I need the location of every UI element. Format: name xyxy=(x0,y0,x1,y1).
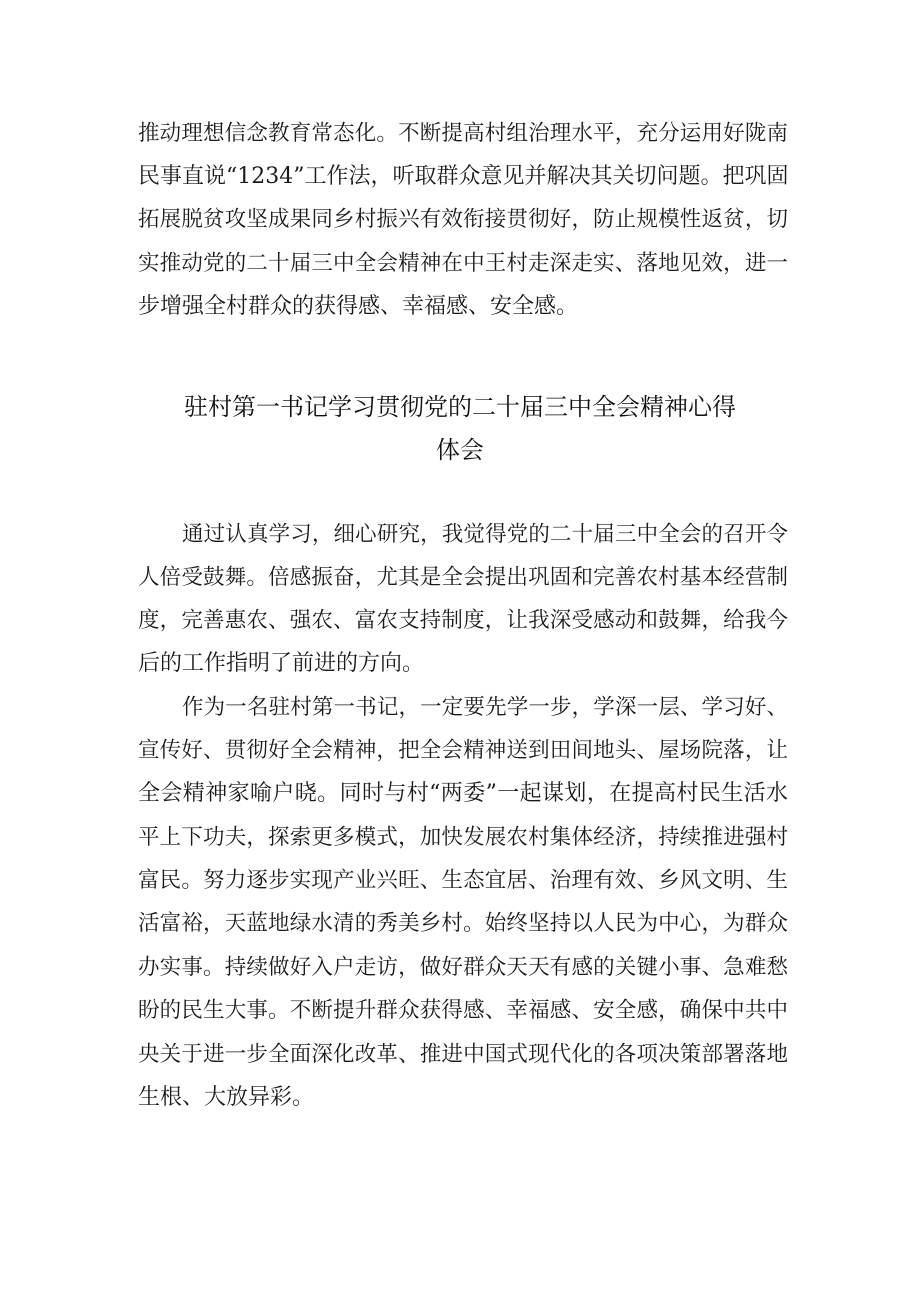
paragraph-line: 度，完善惠农、强农、富农支持制度，让我深受感动和鼓舞，给我今 xyxy=(138,608,788,633)
paragraph-line: 富民。努力逐步实现产业兴旺、生态宜居、治理有效、乡风文明、生 xyxy=(138,868,788,893)
paragraph-line: 盼的民生大事。不断提升群众获得感、幸福感、安全感，确保中共中 xyxy=(138,998,788,1023)
paragraph-line: 步增强全村群众的获得感、幸福感、安全感。 xyxy=(138,294,579,319)
paragraph-line: 拓展脱贫攻坚成果同乡村振兴有效衔接贯彻好，防止规模性返贫，切 xyxy=(138,207,788,232)
section-title-line-1: 驻村第一书记学习贯彻党的二十届三中全会精神心得 xyxy=(184,393,736,421)
paragraph-line: 生根、大放异彩。 xyxy=(138,1085,315,1110)
paragraph-line: 通过认真学习，细心研究，我觉得党的二十届三中全会的召开令 xyxy=(182,522,788,547)
paragraph-line: 全会精神家喻户晓。同时与村“两委”一起谋划，在提高村民生活水 xyxy=(138,781,788,806)
paragraph-line: 推动理想信念教育常态化。不断提高村组治理水平，充分运用好陇南 xyxy=(138,121,788,146)
paragraph-line: 民事直说“1234”工作法，听取群众意见并解决其关切问题。把巩固 xyxy=(138,164,788,189)
paragraph-line: 平上下功夫，探索更多模式，加快发展农村集体经济，持续推进强村 xyxy=(138,825,788,850)
paragraph-line: 人倍受鼓舞。倍感振奋，尤其是全会提出巩固和完善农村基本经营制 xyxy=(138,565,788,590)
paragraph-line: 央关于进一步全面深化改革、推进中国式现代化的各项决策部署落地 xyxy=(138,1042,788,1067)
paragraph-line: 办实事。持续做好入户走访，做好群众天天有感的关键小事、急难愁 xyxy=(138,955,788,980)
paragraph-line: 后的工作指明了前进的方向。 xyxy=(138,651,425,676)
paragraph-line: 活富裕，天蓝地绿水清的秀美乡村。始终坚持以人民为中心，为群众 xyxy=(138,911,788,936)
paragraph-line: 宣传好、贯彻好全会精神，把全会精神送到田间地头、屋场院落，让 xyxy=(138,738,788,763)
section-title-line-2: 体会 xyxy=(436,436,484,464)
paragraph-line: 实推动党的二十届三中全会精神在中王村走深走实、落地见效，进一 xyxy=(138,251,788,276)
paragraph-line: 作为一名驻村第一书记，一定要先学一步，学深一层、学习好、 xyxy=(182,695,788,720)
